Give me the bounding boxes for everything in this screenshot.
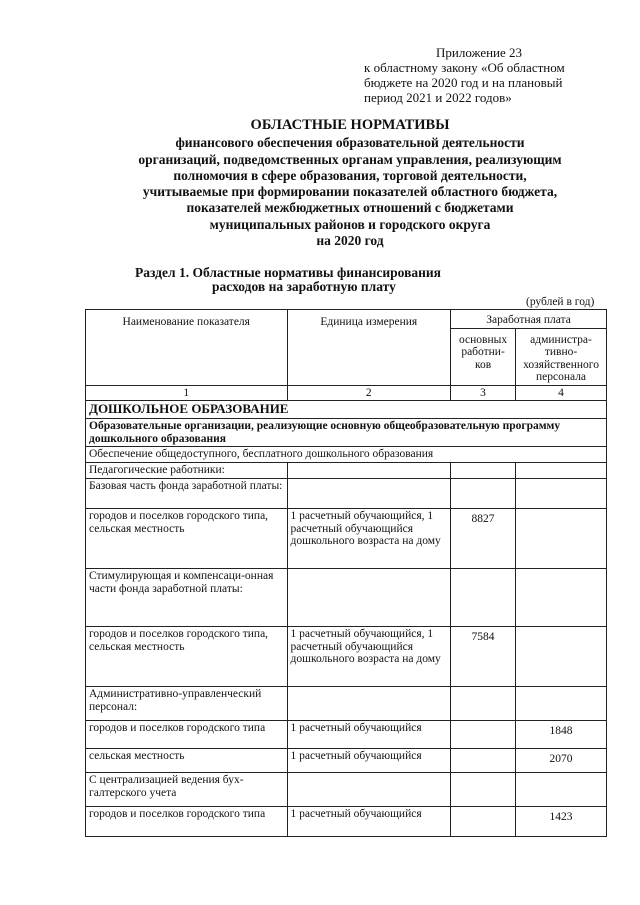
row-name-cell: С централизацией ведения бух-галтерского учета <box>86 773 288 807</box>
table-section-cell: ДОШКОЛЬНОЕ ОБРАЗОВАНИЕ <box>86 401 607 419</box>
row-name-cell: городов и поселков городского типа <box>86 807 288 837</box>
row-admin-staff-value <box>516 687 607 721</box>
row-main-workers-value: 7584 <box>451 627 516 687</box>
row-unit-cell <box>287 463 451 479</box>
table-row <box>86 447 607 463</box>
table-row <box>86 749 607 773</box>
row-main-workers-value <box>451 569 516 627</box>
row-name-cell: городов и поселков городского типа <box>86 721 288 749</box>
row-unit-cell <box>287 773 451 807</box>
row-main-workers-value <box>451 721 516 749</box>
table-row <box>86 807 607 837</box>
row-name-cell: Базовая часть фонда заработной платы: <box>86 479 288 509</box>
table-row <box>86 401 607 419</box>
table-body <box>86 401 607 837</box>
table-row <box>86 569 607 627</box>
row-unit-cell <box>287 687 451 721</box>
row-main-workers-value <box>451 463 516 479</box>
appendix-line-3: период 2021 и 2022 годов» <box>364 90 512 105</box>
units-note: (рублей в год) <box>526 296 595 308</box>
header-salary: Заработная плата <box>451 310 607 329</box>
section-heading-line-1: Раздел 1. Областные нормативы финансирования <box>135 265 441 280</box>
appendix-block <box>364 45 614 105</box>
row-main-workers-value <box>451 773 516 807</box>
row-unit-cell: 1 расчетный обучающийся <box>287 749 451 773</box>
column-number: 4 <box>516 385 607 401</box>
header-main-workers: основных работни-ков <box>451 328 516 385</box>
document-title-line: финансового обеспечения образовательной деятельности <box>175 135 525 151</box>
header-name: Наименование показателя <box>86 310 288 386</box>
row-name-cell: сельская местность <box>86 749 288 773</box>
table-row <box>86 509 607 569</box>
document-title-main: ОБЛАСТНЫЕ НОРМАТИВЫ <box>250 117 450 133</box>
table-section-cell: Обеспечение общедоступного, бесплатного дошкольного образования <box>86 447 607 463</box>
table-row <box>86 773 607 807</box>
norms-table <box>85 309 607 837</box>
column-number-row <box>86 385 607 401</box>
table-header-row <box>86 310 607 329</box>
row-unit-cell <box>287 569 451 627</box>
document-title-line: полномочия в сфере образования, торговой деятельности, <box>173 167 527 183</box>
row-unit-cell: 1 расчетный обучающийся <box>287 721 451 749</box>
row-main-workers-value: 8827 <box>451 509 516 569</box>
row-admin-staff-value: 1423 <box>516 807 607 837</box>
row-admin-staff-value <box>516 463 607 479</box>
row-name-cell: городов и поселков городского типа, сельская местность <box>86 627 288 687</box>
row-name-cell: городов и поселков городского типа, сельская местность <box>86 509 288 569</box>
appendix-line-1: к областному закону «Об областном <box>364 60 565 75</box>
row-unit-cell <box>287 479 451 509</box>
row-name-cell: Педагогические работники: <box>86 463 288 479</box>
row-admin-staff-value <box>516 569 607 627</box>
row-main-workers-value <box>451 687 516 721</box>
table-row <box>86 721 607 749</box>
document-title <box>80 117 620 249</box>
table-section-cell: Образовательные организации, реализующие основную общеобразовательную программу дошкольного образования <box>86 419 607 447</box>
column-number: 3 <box>451 385 516 401</box>
document-title-year: на 2020 год <box>316 233 384 249</box>
row-admin-staff-value: 2070 <box>516 749 607 773</box>
table-row <box>86 687 607 721</box>
column-number: 1 <box>86 385 288 401</box>
document-title-line: учитываемые при формировании показателей областного бюджета, <box>142 184 558 200</box>
row-name-cell: Стимулирующая и компенсаци-онная части фонда заработной платы: <box>86 569 288 627</box>
table-row <box>86 419 607 447</box>
row-main-workers-value <box>451 479 516 509</box>
row-unit-cell: 1 расчетный обучающийся, 1 расчетный обучающийся дошкольного возраста на дому <box>287 627 451 687</box>
table-row <box>86 627 607 687</box>
document-title-line: организаций, подведомственных органам управления, реализующим <box>138 151 562 167</box>
row-main-workers-value <box>451 807 516 837</box>
row-admin-staff-value <box>516 479 607 509</box>
column-number: 2 <box>287 385 451 401</box>
row-main-workers-value <box>451 749 516 773</box>
row-admin-staff-value <box>516 627 607 687</box>
appendix-line-2: бюджете на 2020 год и на плановый <box>364 75 563 90</box>
header-unit: Единица измерения <box>287 310 451 386</box>
section-heading-line-2: расходов на заработную плату <box>212 279 396 294</box>
row-unit-cell: 1 расчетный обучающийся, 1 расчетный обучающийся дошкольного возраста на дому <box>287 509 451 569</box>
header-admin-staff: администра-тивно-хозяйственного персонала <box>516 328 607 385</box>
row-unit-cell: 1 расчетный обучающийся <box>287 807 451 837</box>
row-admin-staff-value <box>516 509 607 569</box>
document-title-line: показателей межбюджетных отношений с бюджетами <box>186 200 514 216</box>
row-admin-staff-value <box>516 773 607 807</box>
document-title-line: муниципальных районов и городского округа <box>209 216 491 232</box>
table-row <box>86 463 607 479</box>
section-heading <box>135 266 555 294</box>
row-admin-staff-value: 1848 <box>516 721 607 749</box>
table-row <box>86 479 607 509</box>
appendix-title: Приложение 23 <box>436 45 523 60</box>
row-name-cell: Административно-управленческий персонал: <box>86 687 288 721</box>
